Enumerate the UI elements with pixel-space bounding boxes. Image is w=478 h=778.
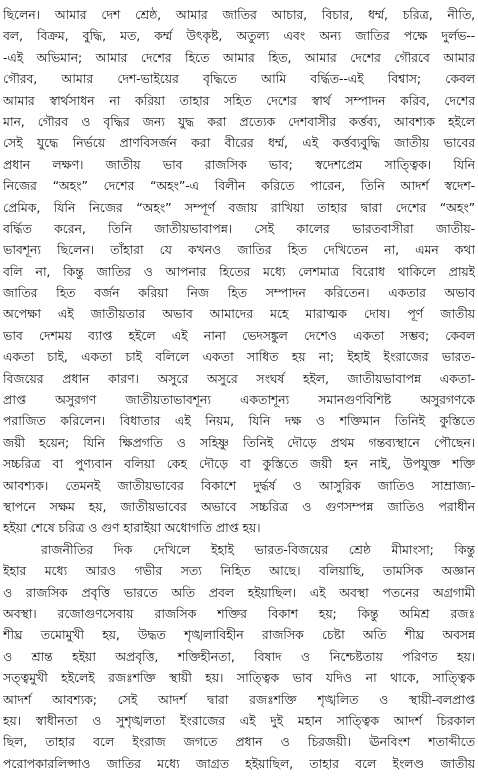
text-line: বলি না, কিন্তু জাতির ও আপনার হিতের মধ্যে লেশমাত্র বিরোধ থাকিলে প্রায়ই: [3, 263, 475, 279]
text-line: আবশ্যক। তেমনই জাতীয়ভাবের বিকাশে দুর্দ্ধর্ষ ও আসুরিক জাতিও সাম্রাজ্য-: [3, 477, 475, 493]
text-line: পরোপকারলিপ্সাও জাতির মধ্যে জাগ্রত হইয়াছিল, তাহার বলে ইংলণ্ড জাতীয়: [3, 755, 475, 771]
text-line: ও শ্রান্ত হইয়া অপ্রবৃত্তি, শক্তিহীনতা, বিষাদ ও নিশ্চেষ্টতায় পরিণত হয়।: [3, 648, 475, 664]
text-line: নিজের “অহং” দেশের “অহং”-এ বিলীন করিতে পারেন, তিনি আদর্শ স্বদেশ-: [3, 178, 475, 194]
text-line: শীঘ্র তমোমুখী হয়, উদ্ধত শৃঙ্খলাবিহীন রাজসিক চেষ্টা অতি শীঘ্র অবসন্ন: [3, 627, 475, 643]
text-line: -এই অভিমান; আমার দেশের হিতে আমার হিত, আমার দেশের গৌরবে আমার: [3, 49, 475, 65]
text-line: প্রাপ্ত অসুরগণ জাতীয়তাভাবশূন্য একতাশূন্য সমানগুণবিশিষ্ট অসুরগণকে: [3, 392, 475, 408]
text-line: সচ্চরিত্র বা পুণ্যবান বলিয়া কেহ দৌড়ে বা কুস্তিতে জয়ী হন নাই, উপযুক্ত শক্তি: [3, 456, 475, 472]
text-line: ইহার মধ্যে আরও গভীর সত্য নিহিত আছে। বলিয়াছি, তামসিক অজ্ঞান: [3, 563, 475, 579]
text-line: সত্ত্বমুখী হইলেই রজঃশক্তি স্থায়ী হয়। সাত্ত্বিক ভাব যদিও না থাকে, সাত্ত্বিক: [3, 670, 475, 686]
text-line: বল, বিক্রম, বুদ্ধি, মত, কর্ম্ম উৎকৃষ্ট, অতুল্য এবং অন্য জাতির পক্ষে দুর্লভ--: [3, 28, 475, 44]
text-line: সেই যুদ্ধে নির্ভয়ে প্রাণবিসর্জন করা বীরের ধর্ম্ম, এই কর্ত্তব্যবুদ্ধি জাতীয় ভাবের: [3, 135, 475, 151]
text-line: ভাব দেশময় ব্যাপ্ত হইলে এই নানা ভেদসঙ্কুল দেশেও একতা সম্ভব; কেবল: [3, 327, 475, 343]
text-line: প্রেমিক, যিনি নিজের “অহং” সম্পূর্ণ বজায় রাখিয়া তাহার দ্বারা দেশের “অহং”: [3, 199, 475, 215]
text-line: আমার স্বার্থসাধন না করিয়া তাহার সহিত দেশের স্বার্থ সম্পাদন করিব, দেশের: [3, 92, 475, 108]
text-line: পরাজিত করিলেন। বিধাতার এই নিয়ম, যিনি দক্ষ ও শক্তিমান তিনিই কুস্তিতে: [3, 413, 475, 429]
text-line: বিজয়ের প্রধান কারণ। অসুরে অসুরে সংঘর্ষ হইল, জাতীয়ভাবাপন্ন একতা-: [3, 370, 475, 386]
text-line: একতা চাই, একতা চাই বলিলে একতা সাধিত হয় না; ইহাই ইংরাজের ভারত-: [3, 349, 475, 365]
text-line: প্রধান লক্ষণ। জাতীয় ভাব রাজসিক ভাব; স্বদেশপ্রেম সাত্ত্বিক। যিনি: [3, 156, 475, 172]
text-line: হইয়া শেষে চরিত্র ও গুণ হারাইয়া অধোগতি প্রাপ্ত হয়।: [3, 520, 261, 536]
text-line: হয়। স্বাধীনতা ও সুশৃঙ্খলতা ইংরাজের এই দুই মহান সাত্ত্বিক আদর্শ চিরকাল: [3, 712, 475, 728]
text-line: ও রাজসিক প্রবৃত্তি ভারতে অতি প্রবল হইয়াছিল। এই অবস্থা পতনের অগ্রগামী: [3, 584, 475, 600]
text-line: ভাবশূন্য ছিলেন। তাঁহারা যে কখনও জাতির হিত দেখিতেন না, এমন কথা: [3, 242, 475, 258]
text-line: গৌরব, আমার দেশ-ভাইয়ের বৃদ্ধিতে আমি বর্দ্ধিত--এই বিশ্বাস; কেবল: [3, 71, 475, 87]
text-line: জাতির হিত বর্জন করিয়া নিজ হিত সম্পাদন করিতেন। একতার অভাব: [3, 285, 475, 301]
text-line: অবস্থা। রজোগুণসেবায় রাজসিক শক্তির বিকাশ হয়; কিন্তু অমিশ্র রজঃ: [3, 605, 475, 621]
text-line: জয়ী হয়েন; যিনি ক্ষিপ্রগতি ও সহিষ্ণু তিনিই দৌড়ে প্রথম গন্তব্যস্থানে পৌছেন।: [3, 434, 475, 450]
text-line: ছিলেন। আমার দেশ শ্রেষ্ঠ, আমার জাতির আচার, বিচার, ধর্ম্ম, চরিত্র, নীতি,: [3, 7, 475, 22]
text-line: স্থাপনে সক্ষম হয়, জাতীয়ভাবের অভাবে সচ্চরিত্র ও গুণসম্পন্ন জাতিও পরাধীন: [3, 498, 475, 514]
text-line: ছিল, তাহার বলে ইংরাজ জগতে প্রধান ও চিরজয়ী। ঊনবিংশ শতাব্দীতে: [3, 734, 475, 750]
text-line: অপেক্ষা এই জাতীয়তার অভাব আমাদের মহে মারাত্মক দোষ। পূর্ণ জাতীয়: [3, 306, 475, 322]
text-line: বর্দ্ধিত করেন, তিনি জাতীয়ভাবাপন্ন। সেই কালের ভারতবাসীরা জাতীয়-: [3, 220, 475, 236]
text-line: আদর্শ আবশ্যক; সেই আদর্শ দ্বারা রজঃশক্তি শৃঙ্খলিত ও স্থায়ী-বলপ্রাপ্ত: [3, 691, 475, 707]
text-line: রাজনীতির দিক দেখিলে ইহাই ভারত-বিজয়ের শ্রেষ্ঠ মীমাংসা; কিন্তু: [41, 541, 475, 557]
text-line: মান, গৌরব ও বৃদ্ধির জন্য যুদ্ধ করা প্রত্যেক দেশবাসীর কর্ত্তব্য, আবশ্যক হইলে: [3, 113, 475, 129]
